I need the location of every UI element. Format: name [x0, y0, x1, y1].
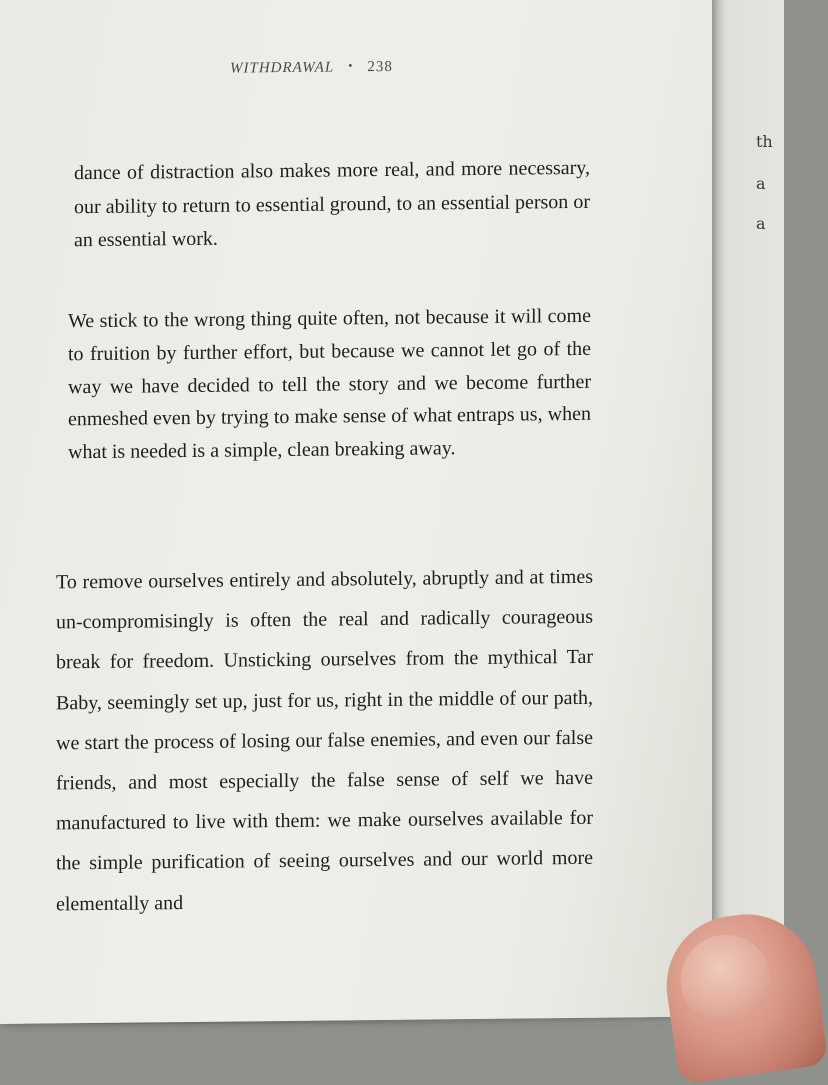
running-head	[230, 58, 393, 78]
next-page-edge	[704, 0, 784, 1024]
next-page-letter: a	[756, 174, 766, 193]
next-page-letter: a	[756, 214, 766, 233]
next-page-letter: th	[756, 132, 773, 151]
separator-dot: •	[348, 58, 354, 73]
paragraph: We stick to the wrong thing quite often, not because it will come to fruition by further effort, but because we cannot let go of the way we have decided to tell the story and we become further enmeshed even by trying to make sense of what entraps us, when what is needed is a simple, clean breaking away.	[68, 304, 591, 464]
page-number: 238	[367, 58, 393, 76]
paragraph: dance of distraction also makes more real, and more necessary, our ability to return to essential ground, to an essential person or an essential work.	[74, 156, 590, 252]
chapter-title: WITHDRAWAL	[230, 59, 335, 77]
paragraph: To remove ourselves entirely and absolutely, abruptly and at times un-compromisingly is often the real and radically courageous break for freedom. Unsticking ourselves from the mythical Tar Baby, seemingly set up, just for us, right in the middle of our path, we start the process of losing our false enemies, and even our false friends, and most especially the false sense of self we have manufactured to live with them: we make ourselves available for the simple purification of seeing ourselves and our world more elementally and	[56, 565, 593, 916]
